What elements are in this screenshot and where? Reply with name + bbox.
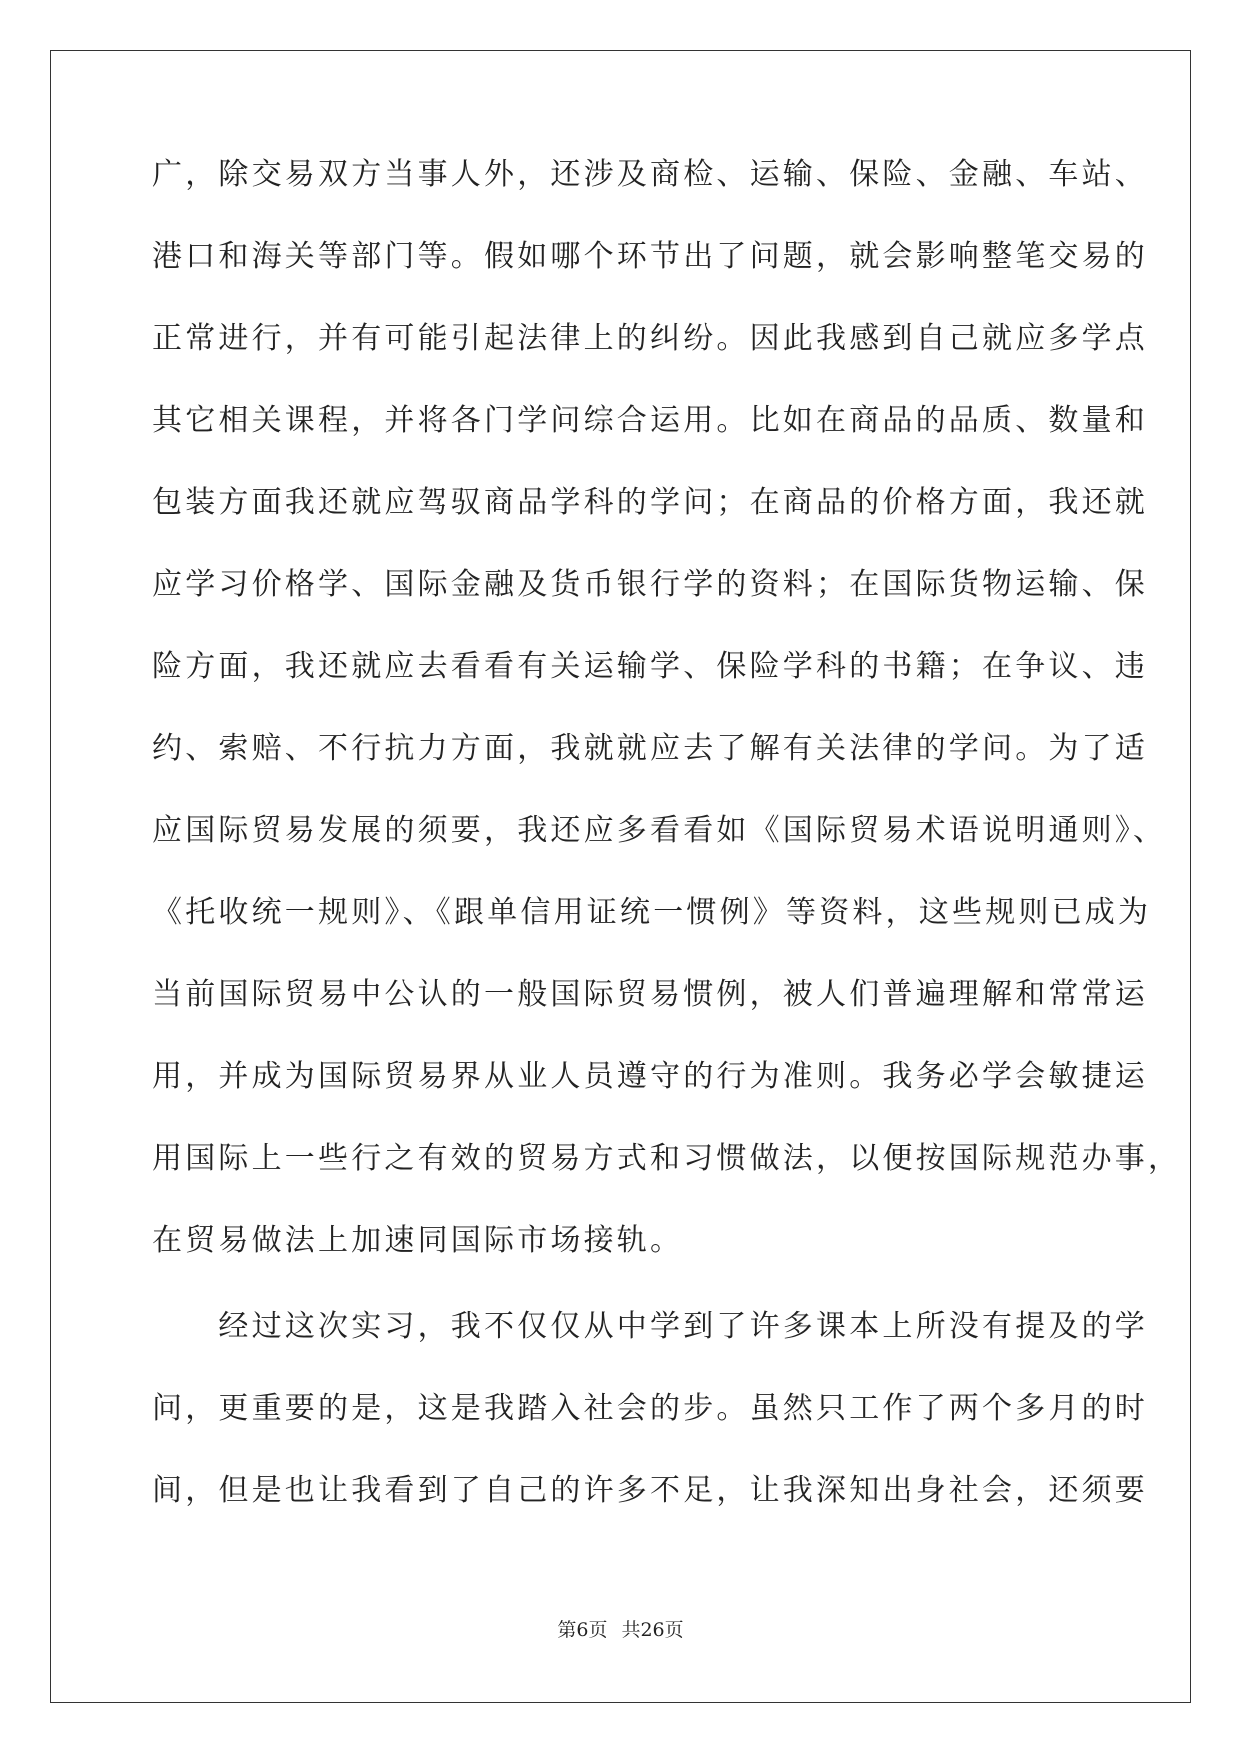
text-line: 港口和海关等部门等。假如哪个环节出了问题，就会影响整笔交易的 — [152, 239, 1148, 274]
page-footer — [0, 1615, 1241, 1642]
text-line: 约、索赔、不行抗力方面，我就就应去了解有关法律的学问。为了适 — [152, 731, 1148, 766]
text-line: 用国际上一些行之有效的贸易方式和习惯做法，以便按国际规范办事， — [152, 1141, 1182, 1176]
text-line: 当前国际贸易中公认的一般国际贸易惯例，被人们普遍理解和常常运 — [152, 977, 1148, 1012]
text-line: 在贸易做法上加速同国际市场接轨。 — [152, 1223, 684, 1258]
text-line: 包装方面我还就应驾驭商品学科的学问；在商品的价格方面，我还就 — [152, 485, 1148, 520]
text-line: 正常进行，并有可能引起法律上的纠纷。因此我感到自己就应多学点 — [152, 321, 1148, 356]
text-line: 《托收统一规则》、《跟单信用证统一惯例》等资料，这些规则已成为 — [152, 895, 1152, 930]
text-line: 间，但是也让我看到了自己的许多不足，让我深知出身社会，还须要 — [152, 1473, 1148, 1508]
text-line: 应学习价格学、国际金融及货币银行学的资料；在国际货物运输、保 — [152, 567, 1148, 602]
page-number: 第6页 — [557, 1619, 608, 1641]
text-line: 广，除交易双方当事人外，还涉及商检、运输、保险、金融、车站、 — [152, 157, 1148, 192]
text-line: 其它相关课程，并将各门学问综合运用。比如在商品的品质、数量和 — [152, 403, 1148, 438]
page-total: 共26页 — [621, 1619, 684, 1641]
text-line: 应国际贸易发展的须要，我还应多看看如《国际贸易术语说明通则》、 — [152, 813, 1167, 848]
text-line: 问，更重要的是，这是我踏入社会的步。虽然只工作了两个多月的时 — [152, 1391, 1148, 1426]
text-line: 险方面，我还就应去看看有关运输学、保险学科的书籍；在争议、违 — [152, 649, 1148, 684]
paragraph-start-line: 经过这次实习，我不仅仅从中学到了许多课本上所没有提及的学 — [152, 1309, 1148, 1344]
document-body — [152, 155, 1182, 1553]
text-line: 用，并成为国际贸易界从业人员遵守的行为准则。我务必学会敏捷运 — [152, 1059, 1148, 1094]
